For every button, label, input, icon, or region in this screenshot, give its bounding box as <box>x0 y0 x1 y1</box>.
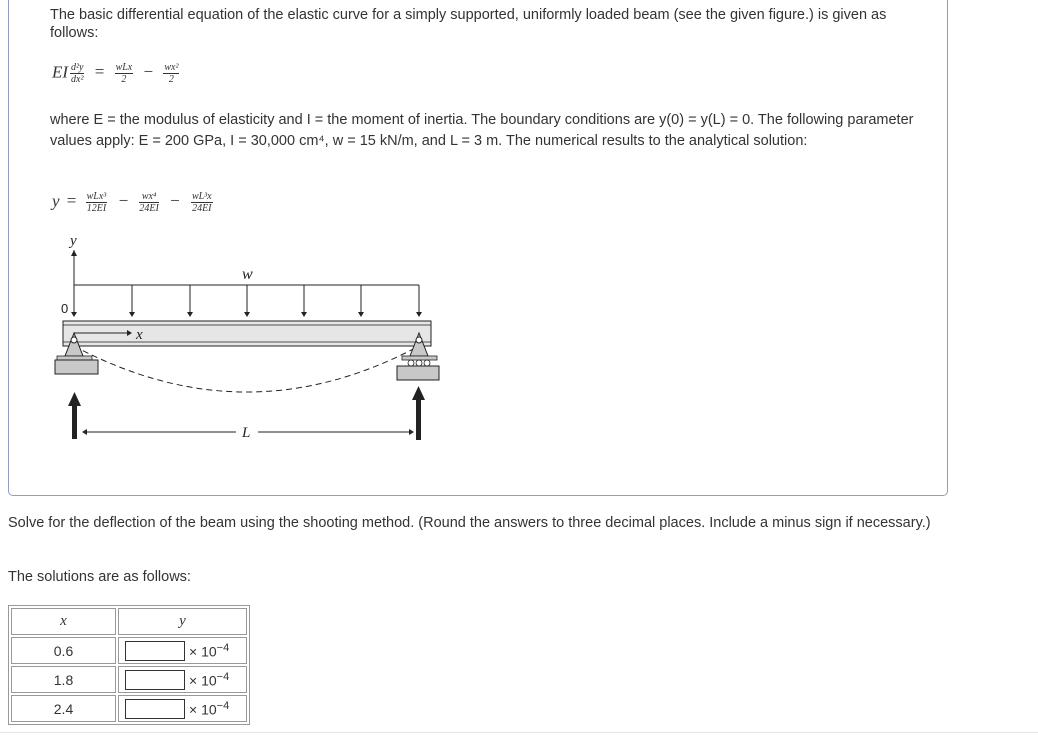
eq2-lhs: y <box>52 191 60 211</box>
equation-analytical <box>52 191 215 214</box>
load-label: w <box>242 266 253 283</box>
unit-label: × $10^{-4}$ <box>189 641 230 660</box>
eq2-term2: $\frac{\text{wx⁴}}{24EI}$ <box>139 191 159 214</box>
eq1-lhs-coef: EI <box>52 62 69 82</box>
table-row <box>11 637 247 664</box>
eq1-term1: $\frac{\text{wLx}}{2}$ <box>115 62 133 85</box>
solve-instruction: Solve for the deflection of the beam using the shooting method. (Round the answers to three decimal places. Include a minus sign if necessary.) <box>8 515 931 531</box>
answer-input-1[interactable] <box>125 641 185 661</box>
eq2-equals: = <box>66 191 77 211</box>
eq1-equals: = <box>94 62 105 82</box>
left-reaction-arrow <box>68 392 81 439</box>
y-axis-label: y <box>70 233 77 249</box>
row-x-value: 2.4 <box>11 695 116 722</box>
right-reaction-arrow <box>412 386 425 440</box>
origin-label: 0 <box>61 301 69 316</box>
answer-table <box>8 605 250 725</box>
eq1-term2: $\frac{\text{wx²}}{2}$ <box>164 62 179 85</box>
row-x-value: 0.6 <box>11 637 116 664</box>
beam-figure <box>40 228 460 448</box>
solutions-label: The solutions are as follows: <box>8 569 191 585</box>
x-axis-label: x <box>136 327 143 343</box>
problem-intro: The basic differential equation of the elastic curve for a simply supported, uniformly loaded beam (see the given figure.) is given as follows: <box>50 7 887 41</box>
eq1-lhs-frac: $\frac{\text{d²y}}{\text{dx²}}$ <box>71 62 84 85</box>
answer-input-2[interactable] <box>125 670 185 690</box>
header-y: y <box>118 608 247 635</box>
table-row <box>11 666 247 693</box>
eq2-minus-2: − <box>170 191 180 211</box>
row-x-value: 1.8 <box>11 666 116 693</box>
header-x: x <box>11 608 116 635</box>
answer-table-header <box>11 608 247 635</box>
where-paragraph: where E = the modulus of elasticity and I = the moment of inertia. The boundary conditions are y(0) = y(L) = 0. The following parameter values apply: E = 200 GPa, I = 30,000 cm⁴, w = 15 kN/m, and L = 3 m. The numerical results to the analytical solution: <box>50 112 914 149</box>
span-label: L <box>242 425 251 441</box>
deflection-curve <box>74 346 419 392</box>
unit-label: × $10^{-4}$ <box>189 699 230 718</box>
eq2-term1: $\frac{\text{wLx³}}{12EI}$ <box>86 191 107 214</box>
load-arrows <box>74 285 419 316</box>
bottom-divider <box>0 732 1038 733</box>
eq2-term3: $\frac{\text{wL³x}}{24EI}$ <box>191 191 212 214</box>
equation-differential <box>52 62 181 85</box>
eq1-minus: − <box>143 62 154 82</box>
eq2-minus-1: − <box>118 191 129 211</box>
table-row <box>11 695 247 722</box>
answer-input-3[interactable] <box>125 699 185 719</box>
unit-label: × $10^{-4}$ <box>189 670 230 689</box>
